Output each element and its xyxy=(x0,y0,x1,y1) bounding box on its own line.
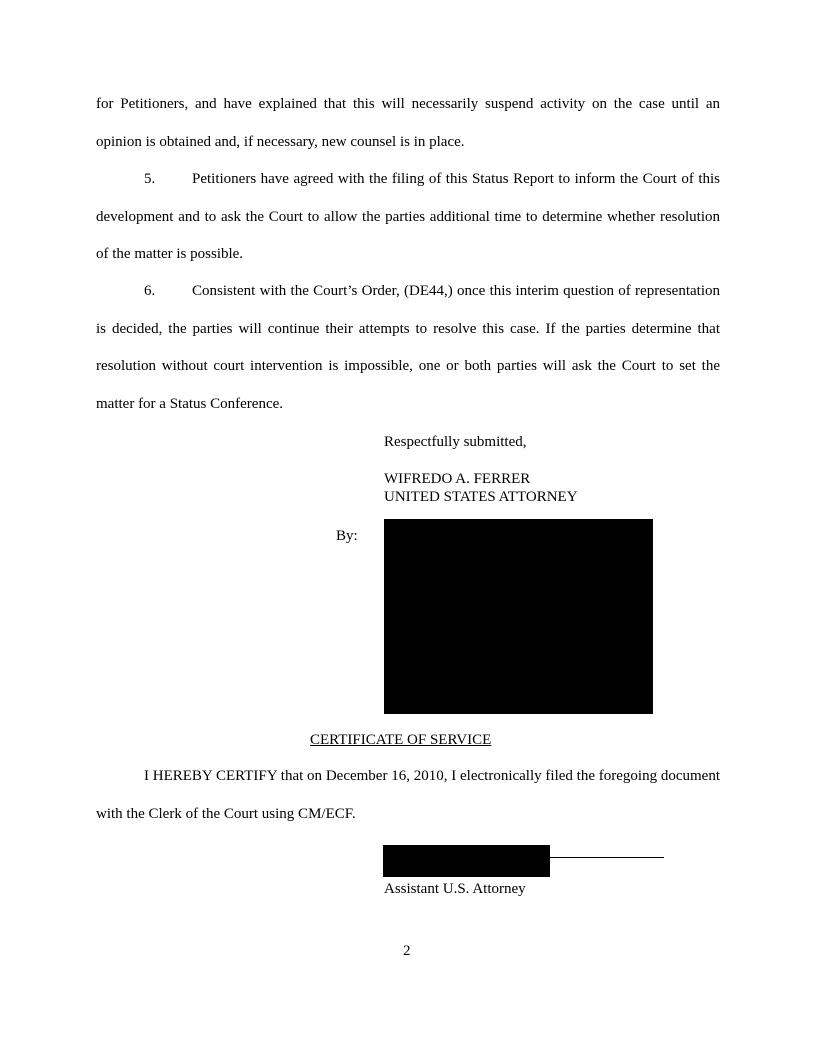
signer-title: UNITED STATES ATTORNEY xyxy=(384,489,578,505)
signer-name: WIFREDO A. FERRER xyxy=(384,471,531,487)
paragraph-6-number: 6. xyxy=(144,283,156,299)
paragraph-6 xyxy=(96,273,720,423)
continuation-paragraph: for Petitioners, and have explained that this will necessarily suspend activity on the case until an opinion is obtained and, if necessary, new counsel is in place. xyxy=(96,96,720,150)
certificate-signer-title: Assistant U.S. Attorney xyxy=(384,881,526,897)
paragraph-5-number: 5. xyxy=(144,171,156,187)
by-label: By: xyxy=(336,528,358,544)
closing-line: Respectfully submitted, xyxy=(384,434,527,450)
certificate-text: I HEREBY CERTIFY that on December 16, 2010, I electronically filed the foregoing document with the Clerk of the Court using CM/ECF. xyxy=(96,768,720,822)
certificate-signature-redaction xyxy=(383,845,550,877)
signature-line xyxy=(550,857,664,858)
signature-redaction-block xyxy=(384,519,653,714)
certificate-paragraph xyxy=(96,758,720,833)
paragraph-6-text: Consistent with the Court’s Order, (DE44,) once this interim question of representation is decided, the parties will continue their attempts to resolve this case. If the parties determine that resolution without court intervention is impossible, one or both parties will ask the Court to set the matter for a Status Conference. xyxy=(96,283,720,412)
paragraph-5-text: Petitioners have agreed with the filing of this Status Report to inform the Court of this development and to ask the Court to allow the parties additional time to determine whether resolution of the matter is possible. xyxy=(96,171,720,262)
certificate-heading: CERTIFICATE OF SERVICE xyxy=(310,732,492,748)
page-number: 2 xyxy=(403,943,411,959)
paragraph-5 xyxy=(96,161,720,274)
